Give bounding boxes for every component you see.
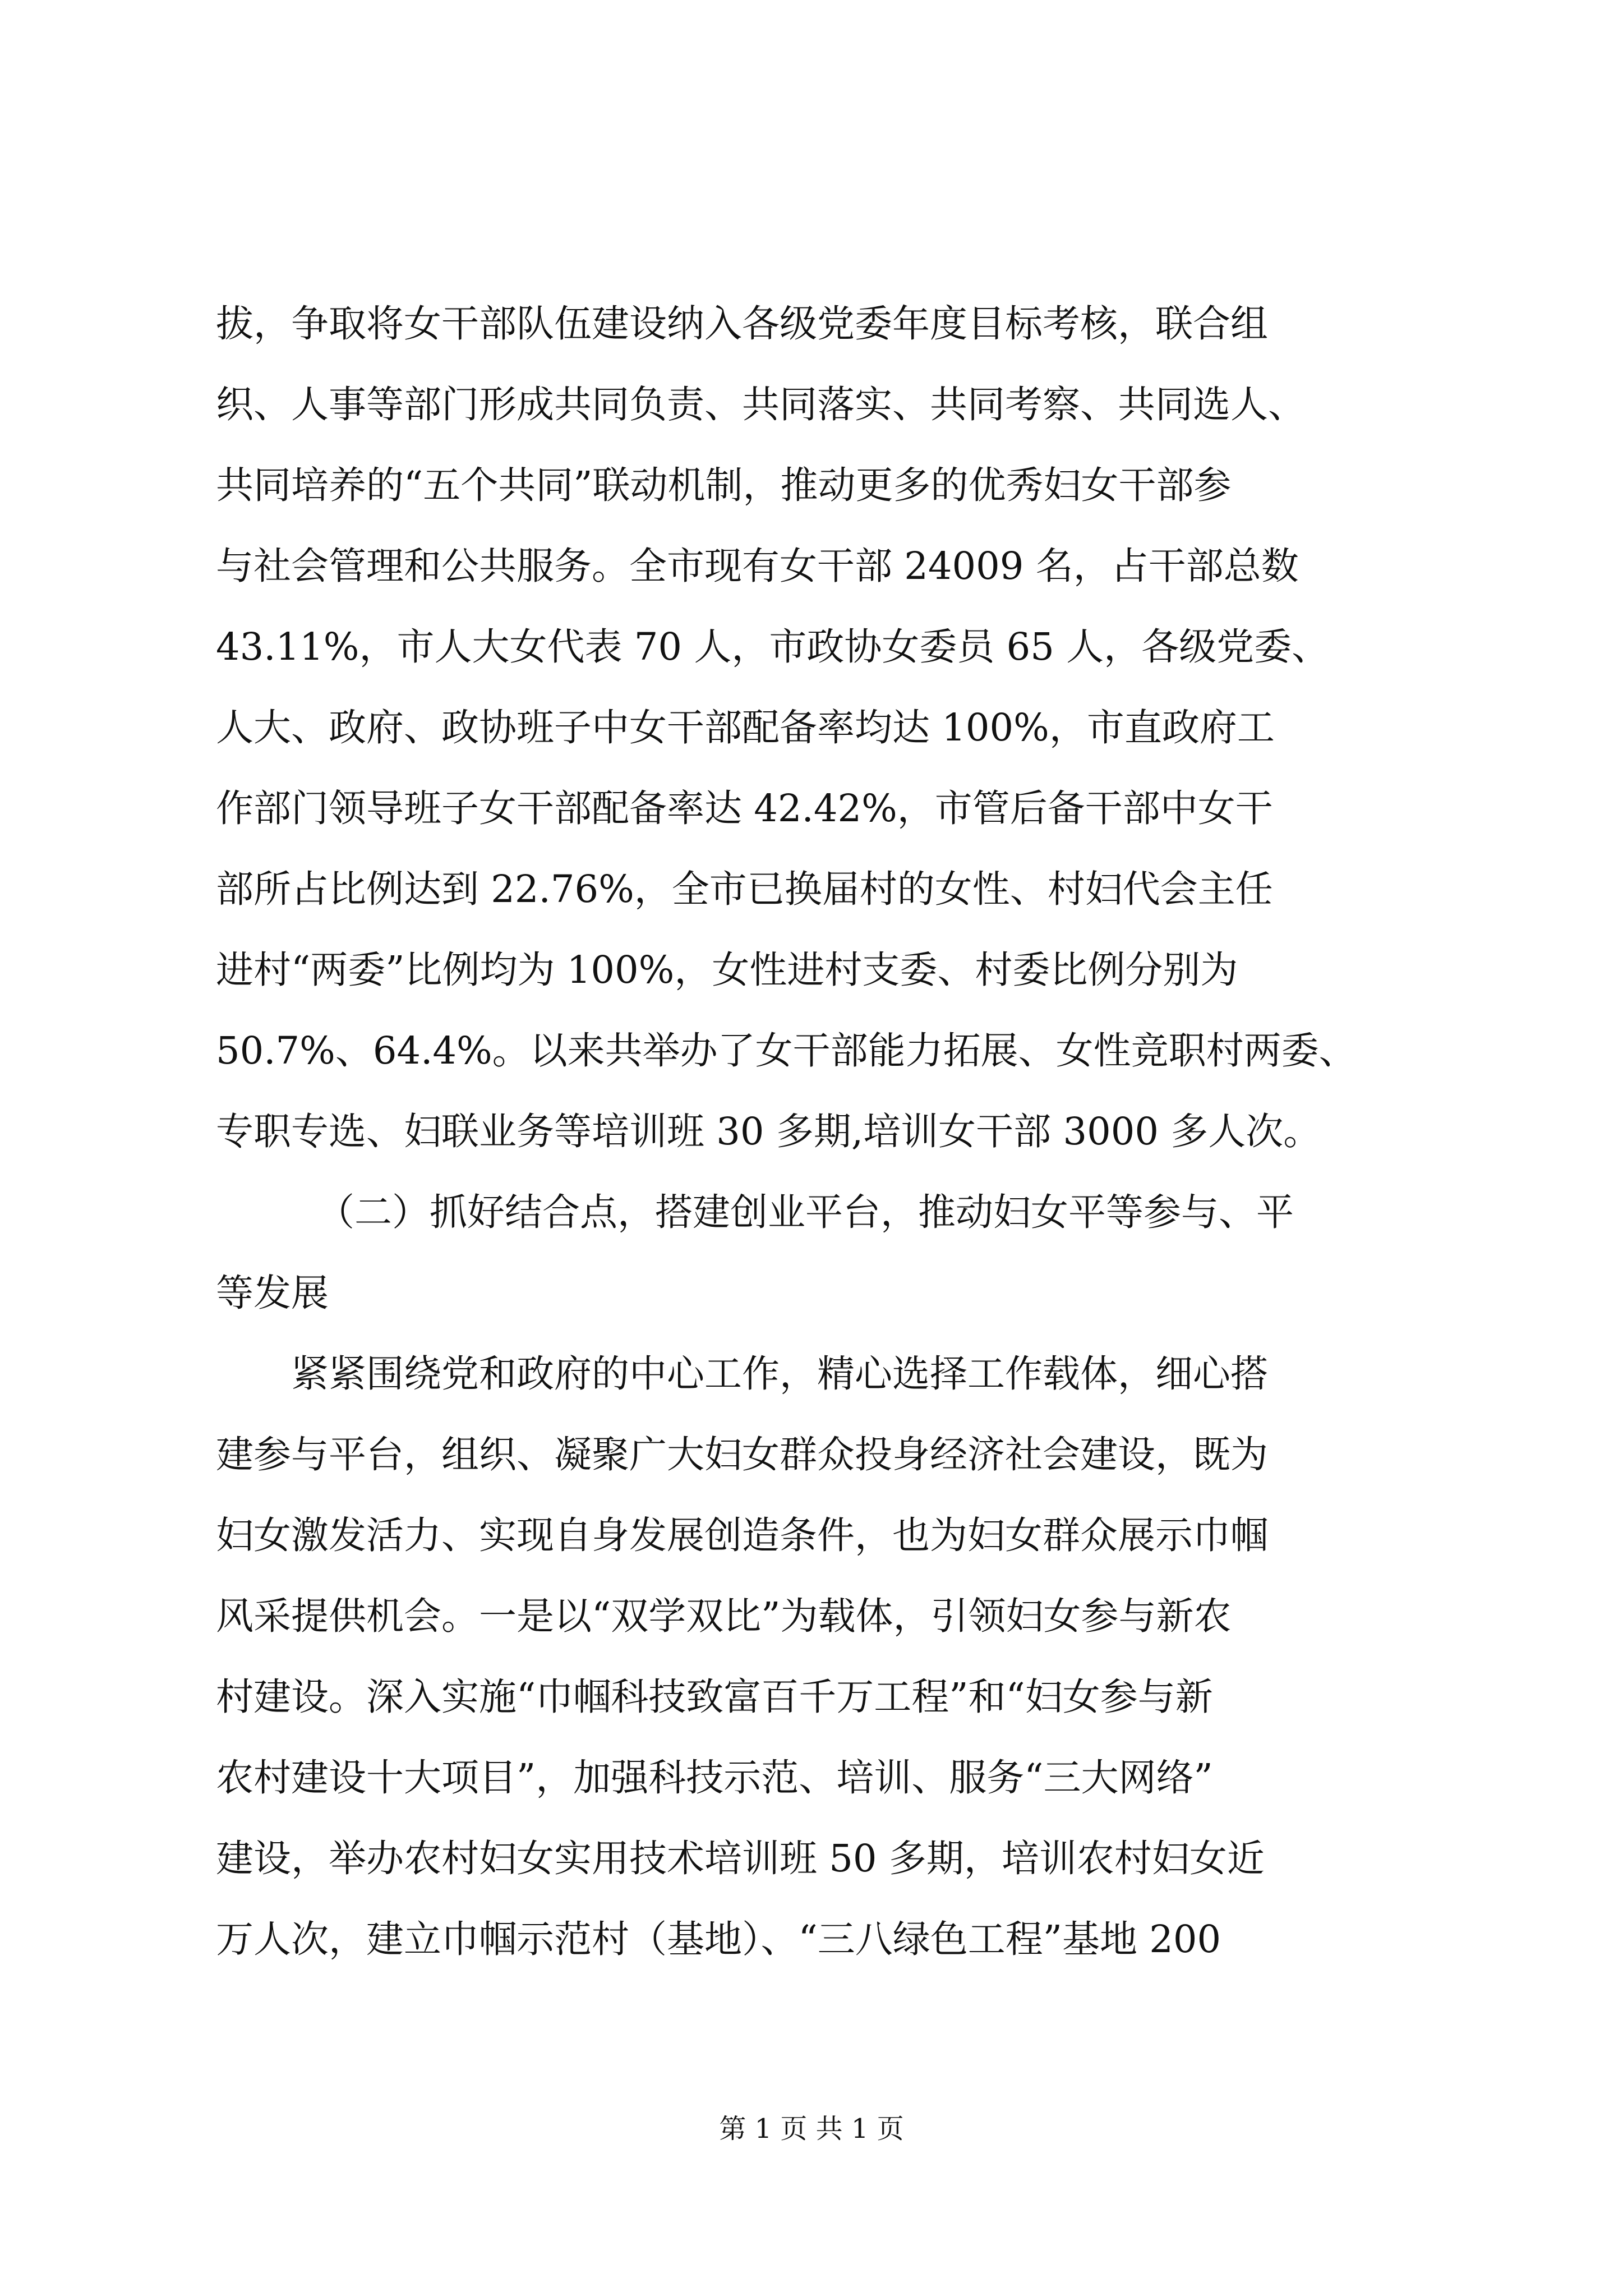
body-text-line: 村建设。深入实施“巾帼科技致富百千万工程”和“妇女参与新 [216, 1675, 1213, 1719]
document-body [216, 283, 1433, 1980]
section-heading-continuation: 等发展 [216, 1271, 329, 1315]
body-text-line: 妇女激发活力、实现自身发展创造条件，也为妇女群众展示巾帼 [216, 1513, 1268, 1557]
body-text-line: 部所占比例达到 22.76%，全市已换届村的女性、村妇代会主任 [216, 867, 1273, 911]
body-text-line: 43.11%，市人大女代表 70 人，市政协女委员 65 人，各级党委、 [216, 625, 1330, 669]
body-text-line: 织、人事等部门形成共同负责、共同落实、共同考察、共同选人、 [216, 383, 1306, 426]
body-text-line: 进村“两委”比例均为 100%，女性进村支委、村委比例分别为 [216, 948, 1238, 992]
body-text-line: 万人次，建立巾帼示范村（基地）、“三八绿色工程”基地 200 [216, 1917, 1221, 1961]
page-footer: 第 1 页 共 1 页 [719, 2113, 904, 2145]
body-text-line: 与社会管理和公共服务。全市现有女干部 24009 名，占干部总数 [216, 544, 1299, 588]
body-text-line: 建参与平台，组织、凝聚广大妇女群众投身经济社会建设，既为 [216, 1433, 1268, 1476]
body-text-line: 风采提供机会。一是以“双学双比”为载体，引领妇女参与新农 [216, 1594, 1232, 1638]
body-text-line: 专职专选、妇联业务等培训班 30 多期,培训女干部 3000 多人次。 [216, 1110, 1321, 1153]
body-text-line: 50.7%、64.4%。以来共举办了女干部能力拓展、女性竞职村两委、 [216, 1029, 1357, 1073]
body-text-line: 拔，争取将女干部队伍建设纳入各级党委年度目标考核，联合组 [216, 302, 1268, 346]
body-text-line: 人大、政府、政协班子中女干部配备率均达 100%，市直政府工 [216, 706, 1275, 749]
section-heading: （二）抓好结合点，搭建创业平台，推动妇女平等参与、平 [317, 1190, 1294, 1234]
paragraph-first-line: 紧紧围绕党和政府的中心工作，精心选择工作载体，细心搭 [291, 1352, 1268, 1396]
body-text-line: 作部门领导班子女干部配备率达 42.42%，市管后备干部中女干 [216, 786, 1273, 830]
body-text-line: 农村建设十大项目”，加强科技示范、培训、服务“三大网络” [216, 1756, 1213, 1800]
body-text-line: 共同培养的“五个共同”联动机制，推动更多的优秀妇女干部参 [216, 463, 1232, 507]
body-text-line: 建设，举办农村妇女实用技术培训班 50 多期，培训农村妇女近 [216, 1837, 1265, 1880]
